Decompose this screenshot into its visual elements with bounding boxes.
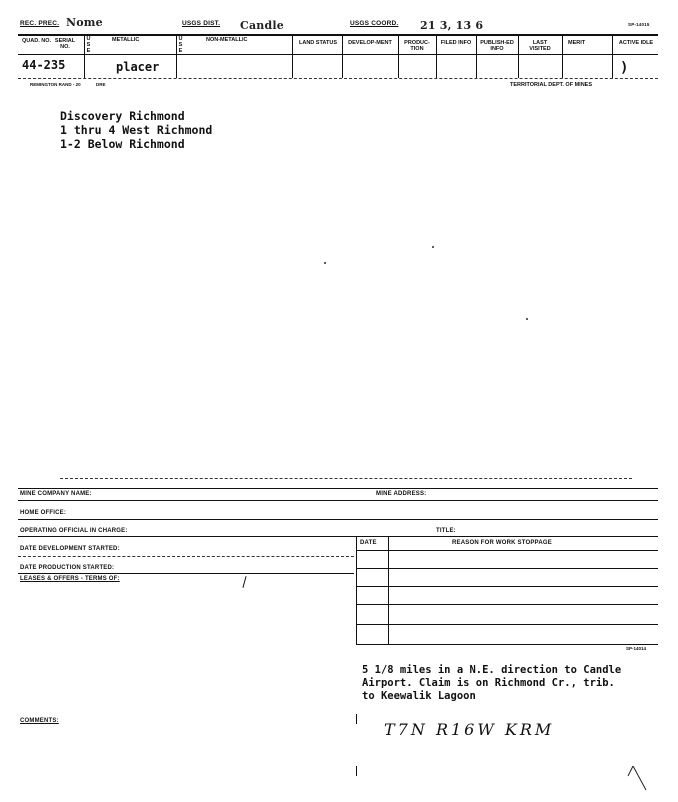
usgs-coord-value: 21 3, 13 6: [420, 19, 484, 32]
grid-divider: [518, 34, 519, 78]
grid-divider: [476, 34, 477, 78]
leases-offers-label: LEASES & OFFERS - TERMS OF:: [20, 576, 120, 582]
comments-divider-mark: [356, 766, 357, 776]
claim-line: 1-2 Below Richmond: [60, 137, 185, 151]
stoppage-row: [356, 644, 658, 645]
stoppage-row: [356, 568, 658, 569]
comments-divider-mark: [356, 714, 357, 724]
col-filed-info: FILED INFO: [440, 40, 472, 46]
lower-form-number: SP-14014: [626, 646, 647, 651]
lower-rule: [18, 573, 354, 574]
rec-prec-value: Nome: [66, 16, 103, 29]
lower-rule: [18, 519, 658, 520]
col-use-2: U S E: [178, 36, 183, 54]
footer-mark-right: TERRITORIAL DEPT. OF MINES: [510, 82, 592, 88]
lower-rule: [18, 556, 354, 557]
mine-address-label: MINE ADDRESS:: [376, 491, 427, 497]
lower-rule: [18, 488, 658, 489]
home-office-label: HOME OFFICE:: [20, 510, 67, 516]
grid-divider: [398, 34, 399, 78]
lower-rule: [18, 500, 658, 501]
comments-label: COMMENTS:: [20, 718, 59, 724]
grid-divider: [612, 34, 613, 78]
col-use-1: U S E: [86, 36, 91, 54]
grid-divider: [84, 34, 85, 78]
col-last-visited: LAST VISITED: [529, 40, 551, 52]
col-production: PRODUC-TION: [404, 40, 430, 52]
stoppage-row: [356, 604, 658, 605]
date-production-started-label: DATE PRODUCTION STARTED:: [20, 565, 115, 571]
handwritten-coordinates: T7N R16W KRM: [384, 720, 555, 739]
mine-company-name-label: MINE COMPANY NAME:: [20, 491, 92, 497]
scan-speck: [526, 318, 528, 320]
stoppage-row: [356, 624, 658, 625]
claim-line: 1 thru 4 West Richmond: [60, 123, 213, 137]
scan-speck: [432, 246, 434, 248]
col-non-metallic: NON-METALLIC: [206, 37, 248, 43]
col-metallic: METALLIC: [112, 37, 140, 43]
location-note-line: 5 1/8 miles in a N.E. direction to Candle: [362, 664, 622, 676]
active-idle-mark: ): [620, 60, 629, 76]
usgs-dist-value: Candle: [240, 19, 284, 32]
grid-divider: [292, 34, 293, 78]
stoppage-row: [356, 550, 658, 551]
scan-speck: [324, 262, 326, 264]
grid-divider: [562, 34, 563, 78]
footer-mark-code: DRE: [96, 82, 106, 87]
grid-divider: [436, 34, 437, 78]
title-label: TITLE:: [436, 528, 456, 534]
rec-prec-label: REC. PREC.: [20, 20, 60, 27]
col-merit: MERIT: [568, 40, 586, 46]
ink-mark: [242, 576, 246, 588]
usgs-coord-label: USGS COORD.: [350, 20, 399, 27]
grid-divider: [342, 34, 343, 78]
col-quad-no: QUAD. NO.: [22, 38, 52, 44]
stoppage-row: [356, 586, 658, 587]
form-number: SP-14015: [628, 22, 650, 27]
date-col-header: DATE: [360, 540, 377, 546]
location-note-line: Airport. Claim is on Richmond Cr., trib.: [362, 677, 615, 689]
claim-line: Discovery Richmond: [60, 109, 185, 123]
col-active-idle: ACTIVE IDLE: [618, 40, 654, 46]
reason-col-header: REASON FOR WORK STOPPAGE: [452, 540, 552, 546]
quad-serial-value: 44-235: [22, 58, 66, 72]
lower-rule-top: [60, 478, 632, 479]
col-published-info: PUBLISH-ED INFO: [480, 40, 514, 52]
grid-divider: [176, 34, 177, 78]
metallic-value: placer: [116, 60, 160, 74]
usgs-dist-label: USGS DIST.: [182, 20, 221, 27]
col-serial-no: SERIAL NO.: [54, 38, 76, 50]
header-rule-bottom: [18, 78, 658, 79]
corner-scribble-icon: [624, 764, 650, 794]
location-note-line: to Keewalik Lagoon: [362, 690, 476, 702]
date-development-started-label: DATE DEVELOPMENT STARTED:: [20, 546, 120, 552]
lower-rule: [18, 536, 658, 537]
stoppage-table-border: [356, 536, 357, 644]
footer-mark-left: REMINGTON RAND - 20: [30, 82, 81, 87]
operating-official-label: OPERATING OFFICIAL IN CHARGE:: [20, 528, 128, 534]
stoppage-table-divider: [388, 536, 389, 644]
col-land-status: LAND STATUS: [299, 40, 337, 46]
header-row: [18, 18, 658, 32]
col-development: DEVELOP-MENT: [348, 40, 392, 46]
